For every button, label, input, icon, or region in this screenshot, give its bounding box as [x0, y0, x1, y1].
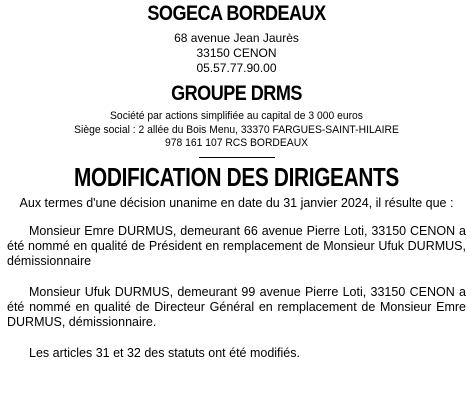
notice-paragraph: Monsieur Ufuk DURMUS, demeurant 99 avenue Pierre Loti, 33150 CENON a été nommé en qualité de Directeur Général en remplacement de Monsieur Emre DURMUS, démissionnaire.: [7, 284, 466, 329]
company-name: GROUPE DRMS: [171, 82, 302, 105]
company-registered-office: Siège social : 2 allée du Bois Menu, 33370 FARGUES-SAINT-HILAIRE: [74, 123, 399, 136]
notice-paragraph: Monsieur Emre DURMUS, demeurant 66 avenue Pierre Loti, 33150 CENON a été nommé en qualité de Président en remplacement de Monsieur Ufuk DURMUS, démissionnaire: [7, 223, 466, 268]
issuer-name: SOGECA BORDEAUX: [147, 2, 326, 25]
issuer-address-line2: 33150 CENON: [196, 46, 277, 60]
issuer-address-line1: 68 avenue Jean Jaurès: [174, 31, 299, 45]
company-legal-form: Société par actions simplifiée au capital de 3 000 euros: [110, 110, 363, 122]
company-info: [14, 110, 459, 151]
company-rcs: 978 161 107 RCS BORDEAUX: [164, 137, 309, 149]
separator-rule: [199, 157, 275, 158]
notice-paragraph: Les articles 31 et 32 des statuts ont été modifiés.: [29, 345, 300, 360]
notice-title: MODIFICATION DES DIRIGEANTS: [74, 161, 399, 192]
issuer-address: [0, 31, 473, 76]
notice-intro: Aux termes d'une décision unanime en date du 31 janvier 2024, il résulte que :: [19, 195, 454, 210]
issuer-phone: 05.57.77.90.00: [196, 61, 277, 75]
notice-body: [0, 196, 473, 361]
